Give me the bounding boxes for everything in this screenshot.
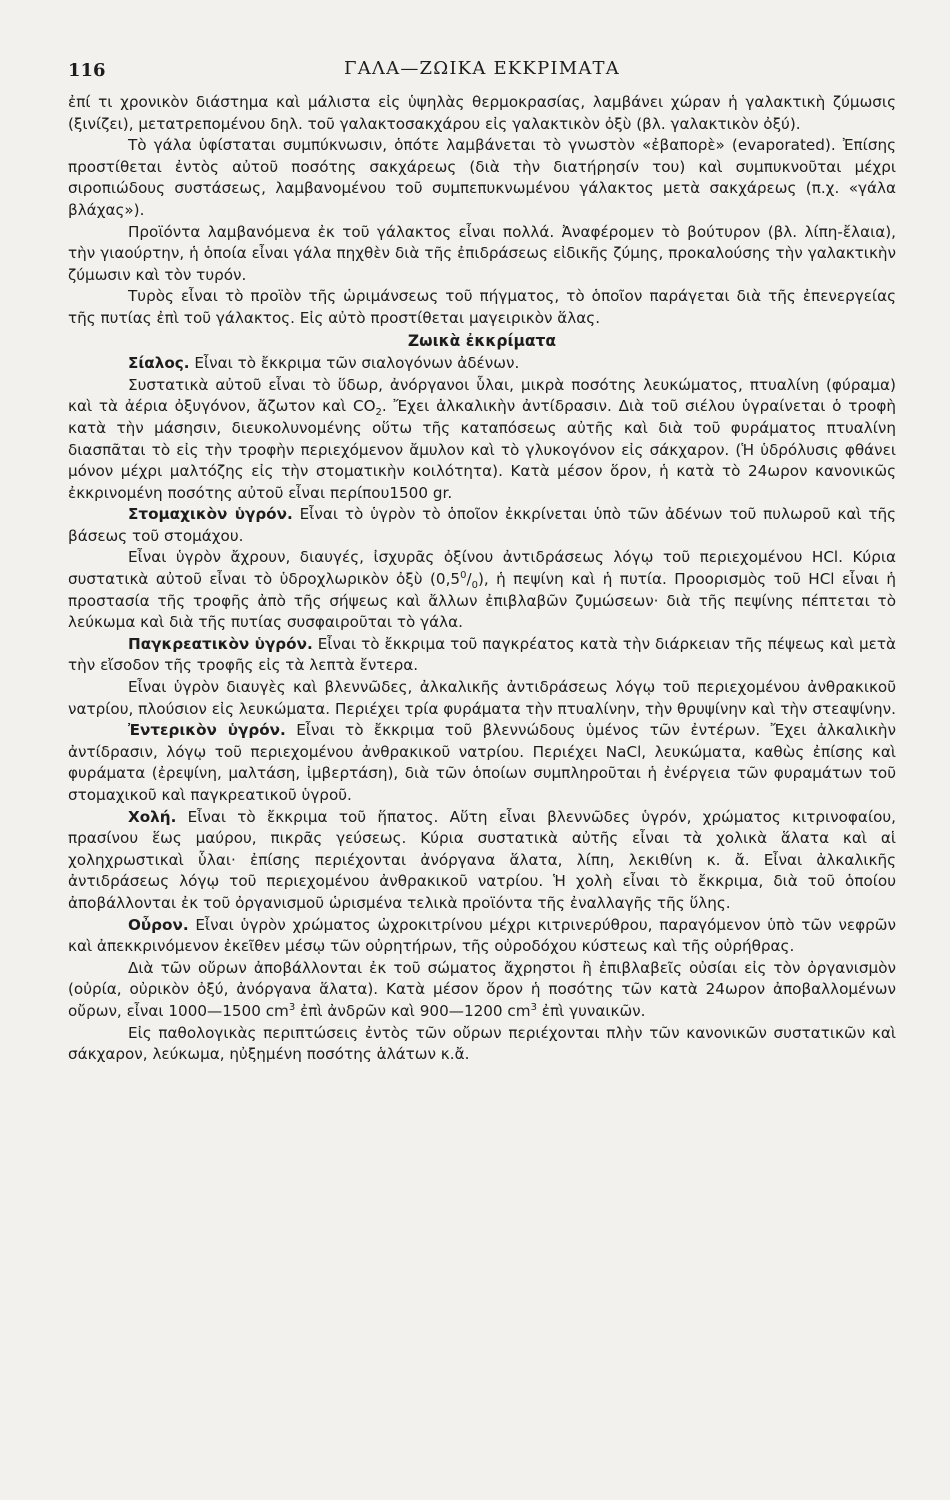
paragraph-text: Συστατικὰ αὐτοῦ εἶναι τὸ ὕδωρ, ἀνόργανοι ὗλαι, μικρὰ ποσότης λευκώματος, πτυαλίνη (φύραμα) καὶ τὰ ἀέρια ὀξυγόνον, ἄζωτον καὶ CO [68, 375, 896, 416]
paragraph-text: Εἶναι ὑγρὸν χρώματος ὠχροκιτρίνου μέχρι κιτρινερύθρου, παραγόμενον ὑπὸ τῶν νεφρῶν καὶ ἀπεκκρινόμενον ἐκεῖθεν μέσῳ τῶν οὐρητήρων, τῆς οὐροδόχου κύστεως καὶ τῆς οὐρήθρας. [68, 915, 896, 956]
paragraph: Εἰς παθολογικὰς περιπτώσεις ἐντὸς τῶν οὔρων περιέχονται πλὴν τῶν κανονικῶν συστατικῶν καὶ σάκχαρον, λεύκωμα, ηὐξημένη ποσότης ἁλάτων κ.ἄ. [68, 1023, 896, 1064]
term-bile: Χολή. [128, 807, 177, 826]
paragraph-text: ἐπὶ ἀνδρῶν καὶ 900—1200 cm [295, 1001, 531, 1020]
paragraph-text: Εἶναι τὸ ὑγρὸν τὸ ὁποῖον ἐκκρίνεται ὑπὸ τῶν ἀδένων τοῦ πυλωροῦ καὶ τῆς βάσεως τοῦ στομάχου. [68, 505, 897, 545]
paragraph-text: . Ἔχει ἀλκαλικὴν ἀντίδρασιν. Διὰ τοῦ σιέλου ὑγραίνεται ὁ τροφὴ κατὰ τὴν μάσησιν, διευκολυνομένης οὕτω τῆς καταπόσεως αὐτῆς καὶ διὰ τοῦ φυράματος πτυαλίνη διασπᾶται τὸ εἰς τὴν τροφὴν περιεχόμενον ἄμυλον καὶ τὸ γλυκογόνον εἰς σάκχαρον. (Ἡ ὑδρόλυσις φθάνει μόνον μέχρι μαλτόζης εἰς τὴν στοματικὴν κοιλότητα). Κατὰ μέσον ὅρον, ἡ κατὰ τὸ 24ωρον κανονικῶς ἐκκρινομένη ποσότης αὐτοῦ εἶναι περίπου1500 gr. [68, 397, 896, 502]
subscript: 0 [471, 580, 478, 592]
paragraph-text: Εἶναι ὑγρὸν ἄχρουν, διαυγές, ἰσχυρᾶς ὀξίνου ἀντιδράσεως λόγῳ τοῦ περιεχομένου HCl. Κύρια συστατικὰ αὐτοῦ εἶναι τὸ ὑδροχλωρικὸν ὀξὺ (0,5 [68, 548, 896, 589]
paragraph-gastric [68, 504, 896, 547]
paragraph-gastric-composition [68, 547, 896, 633]
paragraph-pancreatic [68, 634, 896, 677]
paragraph-text: / [466, 570, 472, 589]
paragraph-intestinal [68, 720, 896, 806]
term-pancreatic-juice: Παγκρεατικὸν ὑγρόν. [128, 634, 313, 653]
paragraph-saliva [68, 353, 896, 375]
body-text [68, 92, 896, 1066]
paragraph-urine-volume [68, 958, 896, 1023]
paragraph-text: Εἶναι τὸ ἔκκριμα τοῦ βλεννώδους ὑμένος τῶν ἐντέρων. Ἔχει ἀλκαλικὴν ἀντίδρασιν, λόγῳ τοῦ περιεχομένου ἀνθρακικοῦ νατρίου. Περιέχει NaCl, λευκώματα, καθὼς ἐπίσης καὶ φυράματα (ἐρεψίνη, μαλτάση, ἰμβερτάση), διὰ τῶν ὁποίων συμπληροῦται ἡ ἐνέργεια τῶν φυραμάτων τοῦ στομαχικοῦ καὶ παγκρεατικοῦ ὑγροῦ. [68, 721, 896, 804]
term-urine: Οὖρον. [128, 915, 189, 934]
term-saliva: Σίαλος. [128, 354, 190, 373]
running-header [68, 52, 896, 92]
superscript: 3 [288, 1001, 296, 1013]
superscript: 3 [530, 1001, 537, 1013]
paragraph: Εἶναι ὑγρὸν διαυγὲς καὶ βλεννῶδες, ἀλκαλικῆς ἀντιδράσεως λόγῳ τοῦ περιεχομένου ἀνθρακικοῦ νατρίου, πλούσιον εἰς λευκώματα. Περιέχει τρία φυράματα τὴν πτυαλίνην, τὴν θρυψίνην καὶ τὴν στεαψίνην. [68, 678, 896, 718]
superscript: 0 [460, 570, 467, 581]
book-page [68, 52, 896, 1066]
page-number: 116 [68, 60, 106, 81]
paragraph: Προϊόντα λαμβανόμενα ἐκ τοῦ γάλακτος εἶναι πολλά. Ἀναφέρομεν τὸ βούτυρον (βλ. λίπη-ἔλαια), τὴν γιαούρτην, ἡ ὁποία εἶναι γάλα πηχθὲν διὰ τῆς ἐπιδράσεως εἰδικῆς ζύμης, προκαλούσης τὴν γαλακτικὴν ζύμωσιν καὶ τὸν τυρόν. [68, 222, 896, 284]
paragraph: ἐπί τι χρονικὸν διάστημα καὶ μάλιστα εἰς ὑψηλὰς θερμοκρασίας, λαμβάνει χώραν ἡ γαλακτικὴ ζύμωσις (ξινίζει), μετατρεπομένου δηλ. τοῦ γαλακτοσακχάρου εἰς γαλακτικὸν ὀξὺ (βλ. γαλακτικὸν ὀξύ). [68, 93, 896, 133]
paragraph-bile [68, 807, 896, 915]
subscript: 2 [375, 407, 382, 419]
paragraph-text: Διὰ τῶν οὔρων ἀποβάλλονται ἐκ τοῦ σώματος ἄχρηστοι ἢ ἐπιβλαβεῖς οὐσίαι εἰς τὸν ὀργανισμὸν (οὐρία, οὐρικὸν ὀξύ, ἀνόργανα ἅλατα). Κατὰ μέσον ὅρον ἡ ποσότης τῶν κατὰ 24ωρον ἀποβαλλομένων οὔρων, εἶναι 1000—1500 cm [68, 958, 896, 1020]
paragraph-text: Εἶναι τὸ ἔκκριμα τῶν σιαλογόνων ἀδένων. [189, 354, 520, 373]
paragraph-urine [68, 915, 896, 958]
section-heading: Ζωικὰ ἐκκρίματα [407, 331, 557, 350]
paragraph: Τὸ γάλα ὑφίσταται συμπύκνωσιν, ὁπότε λαμβάνεται τὸ γνωστὸν «ἐβαπορὲ» (evaporated). Ἐπίσης προστίθεται ἐντὸς αὐτοῦ ποσότης σακχάρεως (διὰ τὴν διατήρησίν του) καὶ συμπυκνοῦται μέχρι σιροπιώδους συστάσεως, λαμβανομένου τοῦ συμπεπυκνωμένου γάλακτος μετὰ σακχάρεως (π.χ. «γάλα βλάχας»). [68, 136, 896, 219]
paragraph: Τυρὸς εἶναι τὸ προϊὸν τῆς ὡριμάνσεως τοῦ πήγματος, τὸ ὁποῖον παράγεται διὰ τῆς ἐπενεργείας τῆς πυτίας ἐπὶ τοῦ γάλακτος. Εἰς αὐτὸ προστίθεται μαγειρικὸν ἅλας. [68, 287, 896, 327]
paragraph-text: Εἶναι τὸ ἔκκριμα τοῦ παγκρέατος κατὰ τὴν διάρκειαν τῆς πέψεως καὶ μετὰ τὴν εἴσοδον τῆς τροφῆς εἰς τὰ λεπτὰ ἔντερα. [68, 634, 896, 675]
paragraph-text: ), ἡ πεψίνη καὶ ἡ πυτία. Προορισμὸς τοῦ HCl εἶναι ἡ προστασία τῆς τροφῆς ἀπὸ τῆς σήψεως καὶ ἄλλων ἐπιβλαβῶν ζυμώσεων· διὰ τῆς πεψίνης πέπτεται τὸ λεύκωμα καὶ διὰ τῆς πυτίας συσφαιροῦται τὸ γάλα. [68, 570, 896, 632]
paragraph-text: Εἶναι τὸ ἔκκριμα τοῦ ἥπατος. Αὕτη εἶναι βλεννῶδες ὑγρόν, χρώματος κιτρινοφαίου, πρασίνου ἕως μαύρου, πικρᾶς γεύσεως. Κύρια συστατικὰ αὐτῆς εἶναι τὰ χολικὰ ἅλατα καὶ αἱ χοληχρωστικαὶ ὗλαι· ἐπίσης περιέχονται ἀνόργανα ἅλατα, λίπη, λεκιθίνη κ. ἄ. Εἶναι ἀλκαλικῆς ἀντιδράσεως λόγῳ τοῦ περιεχομένου ἀνθρακικοῦ νατρίου. Ἡ χολὴ εἶναι τὸ ἔκκριμα, διὰ τοῦ ὁποίου ἀποβάλλονται ἐκ τοῦ ὀργανισμοῦ ὡρισμένα τελικὰ προϊόντα τῆς ἐναλλαγῆς τῆς ὕλης. [68, 807, 896, 912]
term-gastric-juice: Στομαχικὸν ὑγρόν. [128, 505, 293, 524]
running-title: ΓΑΛΑ—ΖΩΙΚΑ ΕΚΚΡΙΜΑΤΑ [344, 58, 620, 79]
term-intestinal-juice: Ἐντερικὸν ὑγρόν. [128, 721, 286, 740]
paragraph-text: ἐπὶ γυναικῶν. [536, 1001, 646, 1020]
paragraph-saliva-composition [68, 375, 896, 505]
